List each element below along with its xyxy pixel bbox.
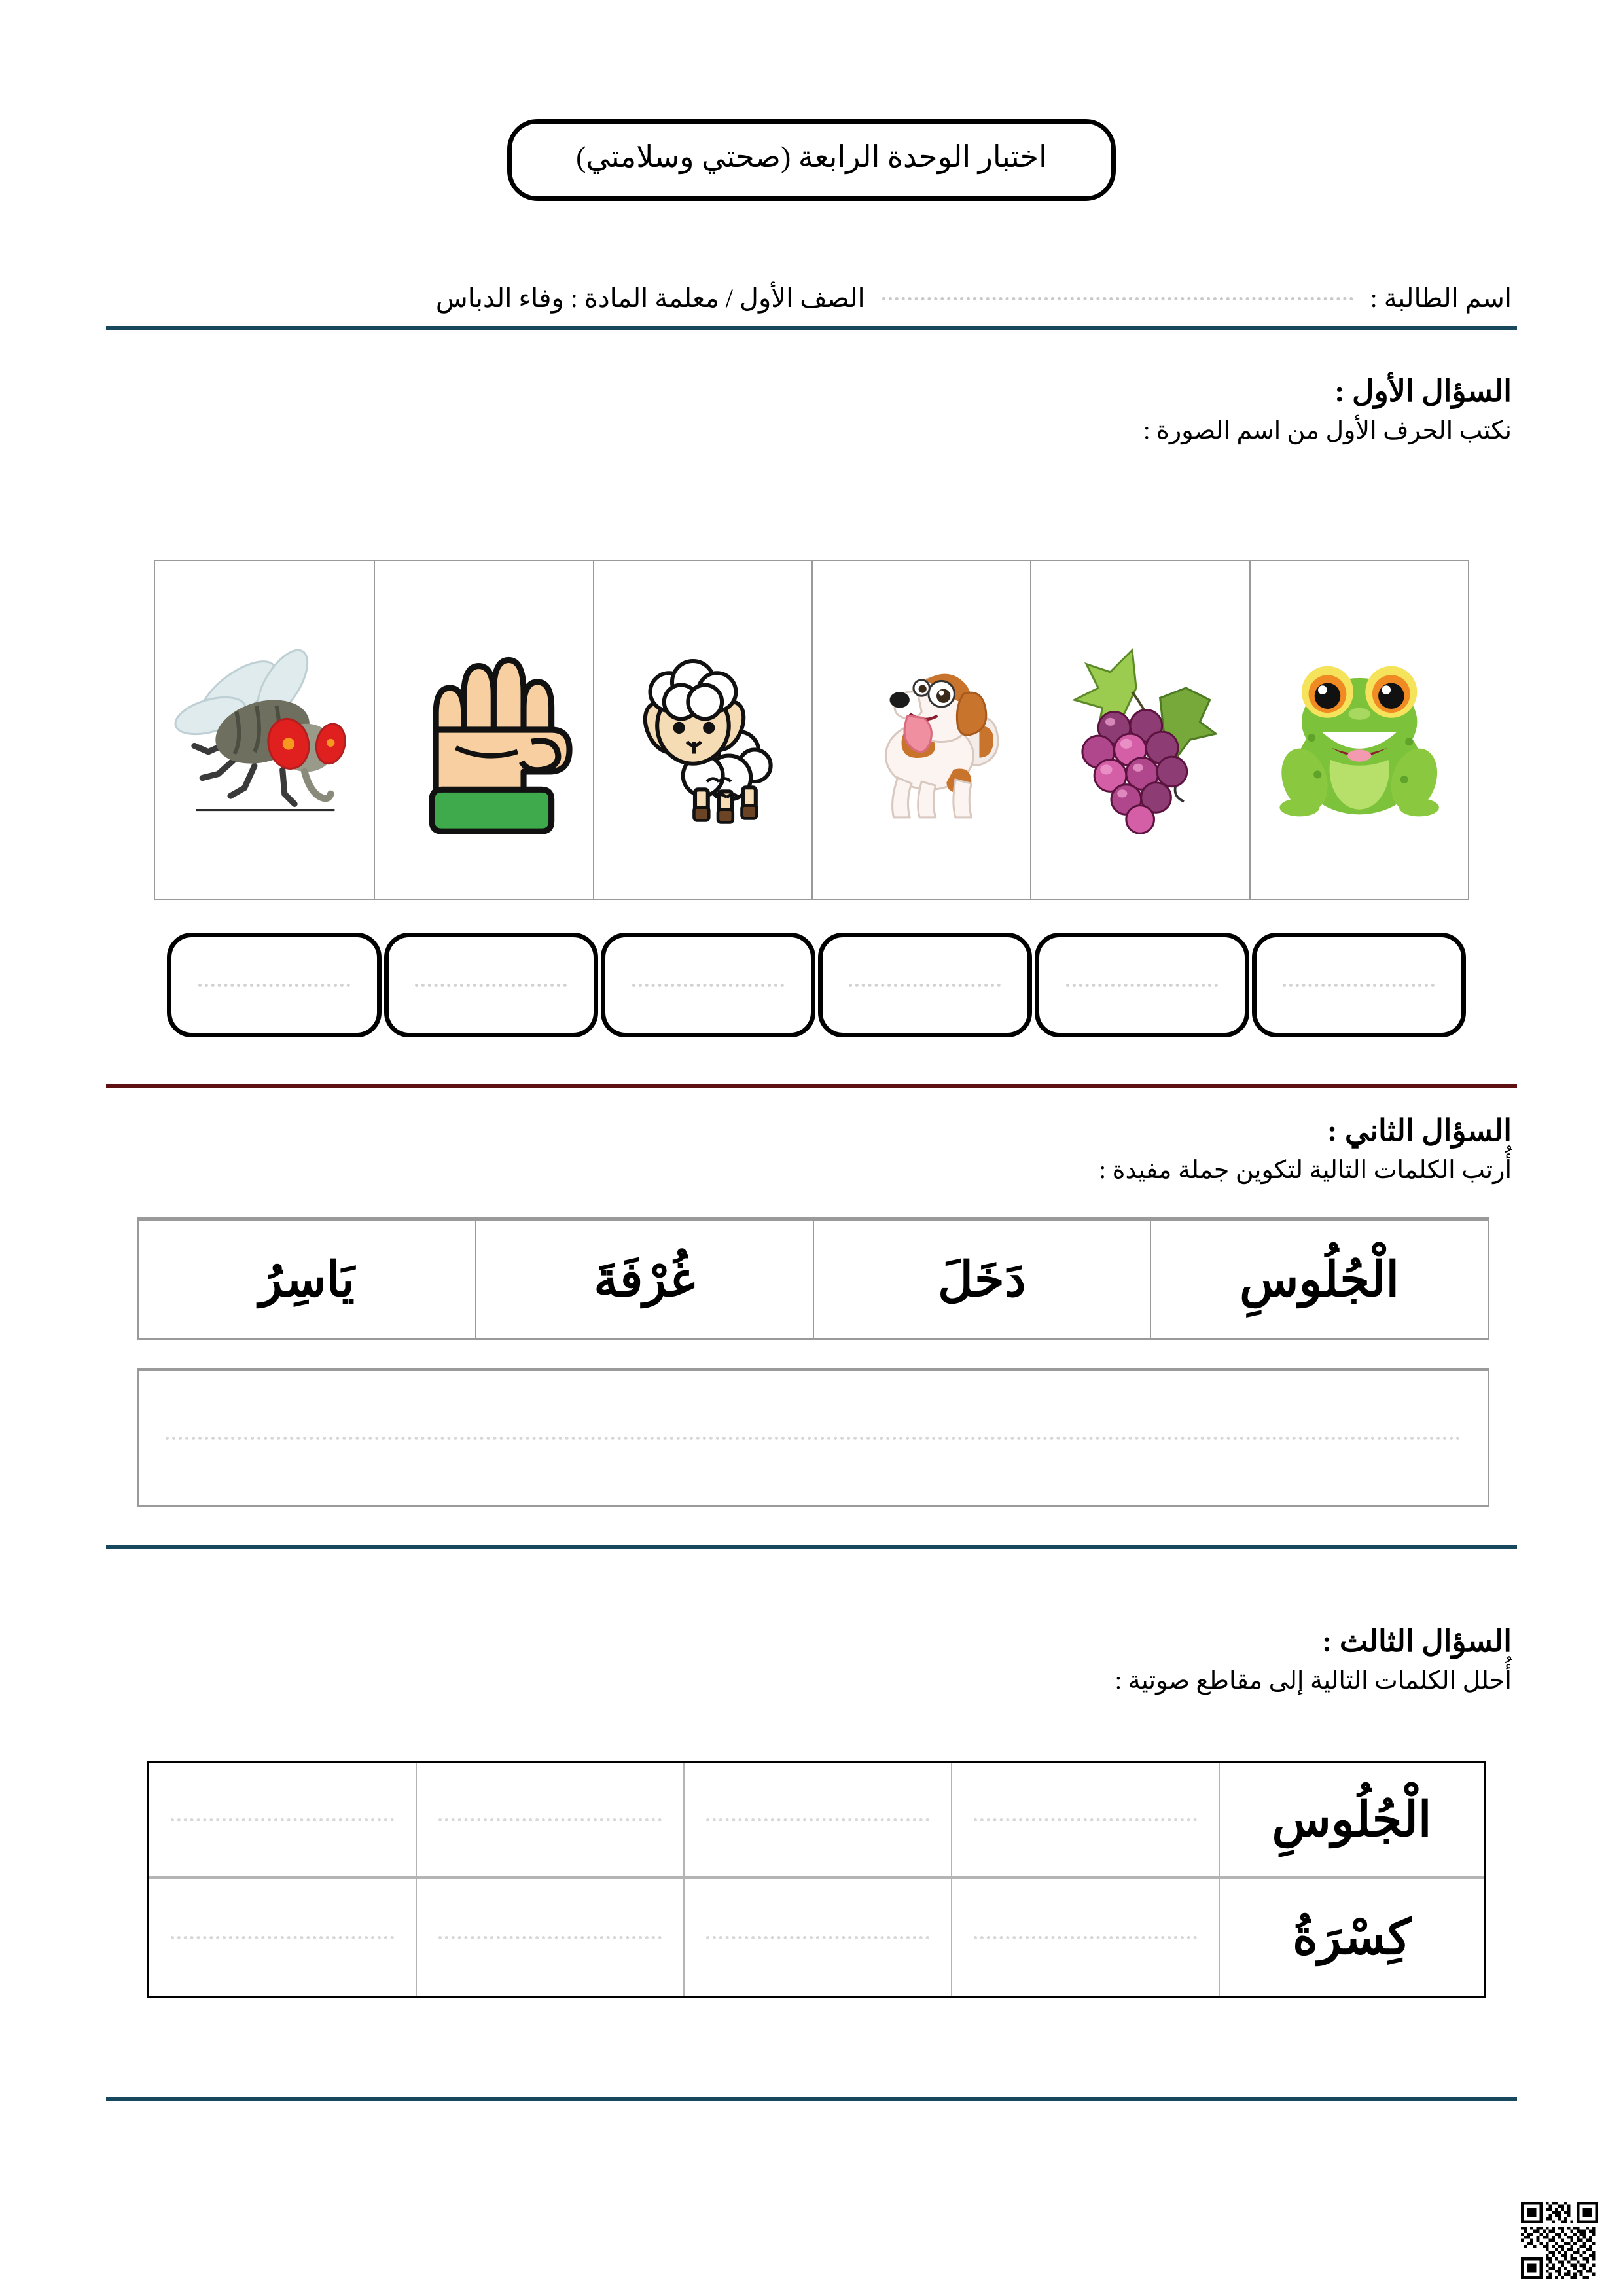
answer-pill-3[interactable] [818, 933, 1033, 1037]
title-pill [507, 119, 1116, 201]
syllable-blank-2-2[interactable] [683, 1879, 951, 1996]
pill-dotted-line [849, 984, 1001, 987]
syllable-blank-2-1[interactable] [951, 1879, 1219, 1996]
syllable-blank-1-1[interactable] [951, 1763, 1219, 1876]
question-2-word-table [137, 1217, 1489, 1340]
frog-icon [1260, 570, 1459, 889]
blank-dotted-line [438, 1936, 662, 1939]
page-title: اختبار الوحدة الرابعة (صحتي وسلامتي) [576, 140, 1047, 173]
question-2-instruction: أُرتب الكلمات التالية لتكوين جملة مفيدة : [1099, 1157, 1512, 1185]
blank-dotted-line [706, 1818, 930, 1821]
word-cell-2: دَخَلَ [813, 1221, 1150, 1338]
class-and-teacher-label: الصف الأول / معلمة المادة : وفاء الدباس [435, 283, 865, 313]
student-info-row [111, 283, 1512, 314]
word-cell-1: الْجُلُوسِ [1150, 1221, 1488, 1338]
hand-icon [384, 570, 583, 889]
answer-pill-6[interactable] [167, 933, 382, 1037]
fly-icon [164, 570, 365, 889]
syllable-blank-1-2[interactable] [683, 1763, 951, 1876]
picture-cell-frog [1249, 561, 1468, 899]
analysis-word-1: الْجُلُوسِ [1219, 1763, 1484, 1876]
question-3-title: السؤال الثالث : [1322, 1624, 1512, 1658]
question-1-picture-grid [154, 560, 1469, 900]
table-row [149, 1763, 1484, 1879]
analysis-word-2: كِسْرَةُ [1219, 1879, 1484, 1996]
pill-dotted-line [1283, 984, 1435, 987]
dog-icon [822, 570, 1021, 889]
picture-cell-fly [155, 561, 374, 899]
picture-cell-dog [812, 561, 1030, 899]
answer-pill-4[interactable] [601, 933, 815, 1037]
question-1-title: السؤال الأول : [1334, 374, 1512, 408]
question-3-analysis-table [147, 1761, 1486, 1998]
blank-dotted-line [706, 1936, 930, 1939]
question-3-instruction: أُحلل الكلمات التالية إلى مقاطع صوتية : [1115, 1667, 1512, 1695]
blank-dotted-line [438, 1818, 662, 1821]
answer-pill-2[interactable] [1035, 933, 1249, 1037]
syllable-blank-1-4[interactable] [149, 1763, 416, 1876]
pill-dotted-line [1066, 984, 1218, 987]
answer-pill-1[interactable] [1252, 933, 1467, 1037]
table-row [149, 1879, 1484, 1996]
blank-dotted-line [974, 1936, 1198, 1939]
divider-bottom [106, 2097, 1517, 2101]
question-1-header [1143, 373, 1512, 447]
picture-cell-sheep [593, 561, 812, 899]
blank-dotted-line [974, 1818, 1198, 1821]
syllable-blank-1-3[interactable] [416, 1763, 683, 1876]
picture-cell-hand [374, 561, 592, 899]
divider-after-question-1 [106, 1084, 1517, 1088]
divider-after-question-2 [106, 1545, 1517, 1549]
syllable-blank-2-4[interactable] [149, 1879, 416, 1996]
question-2-answer-box[interactable] [137, 1368, 1489, 1507]
divider-top [106, 326, 1517, 330]
question-1-answer-row [167, 933, 1466, 1037]
blank-dotted-line [171, 1818, 395, 1821]
blank-dotted-line [171, 1936, 395, 1939]
question-2-header [1099, 1113, 1512, 1187]
question-2-title: السؤال الثاني : [1327, 1114, 1512, 1147]
student-name-label: اسم الطالبة : [1370, 283, 1512, 313]
title-container [0, 119, 1623, 201]
question-3-header [1115, 1623, 1512, 1697]
word-cell-3: غُرْفَةَ [475, 1221, 813, 1338]
pill-dotted-line [415, 984, 567, 987]
qr-code-icon [1521, 2202, 1598, 2279]
student-name-input-line[interactable] [882, 297, 1353, 300]
pill-dotted-line [632, 984, 784, 987]
answer-dotted-line [166, 1437, 1461, 1440]
grapes-icon [1041, 570, 1240, 889]
syllable-blank-2-3[interactable] [416, 1879, 683, 1996]
pill-dotted-line [198, 984, 350, 987]
question-1-instruction: نكتب الحرف الأول من اسم الصورة : [1143, 417, 1512, 445]
answer-pill-5[interactable] [384, 933, 599, 1037]
picture-cell-grapes [1030, 561, 1249, 899]
word-cell-4: يَاسِرُ [259, 1253, 355, 1307]
sheep-icon [603, 570, 802, 889]
